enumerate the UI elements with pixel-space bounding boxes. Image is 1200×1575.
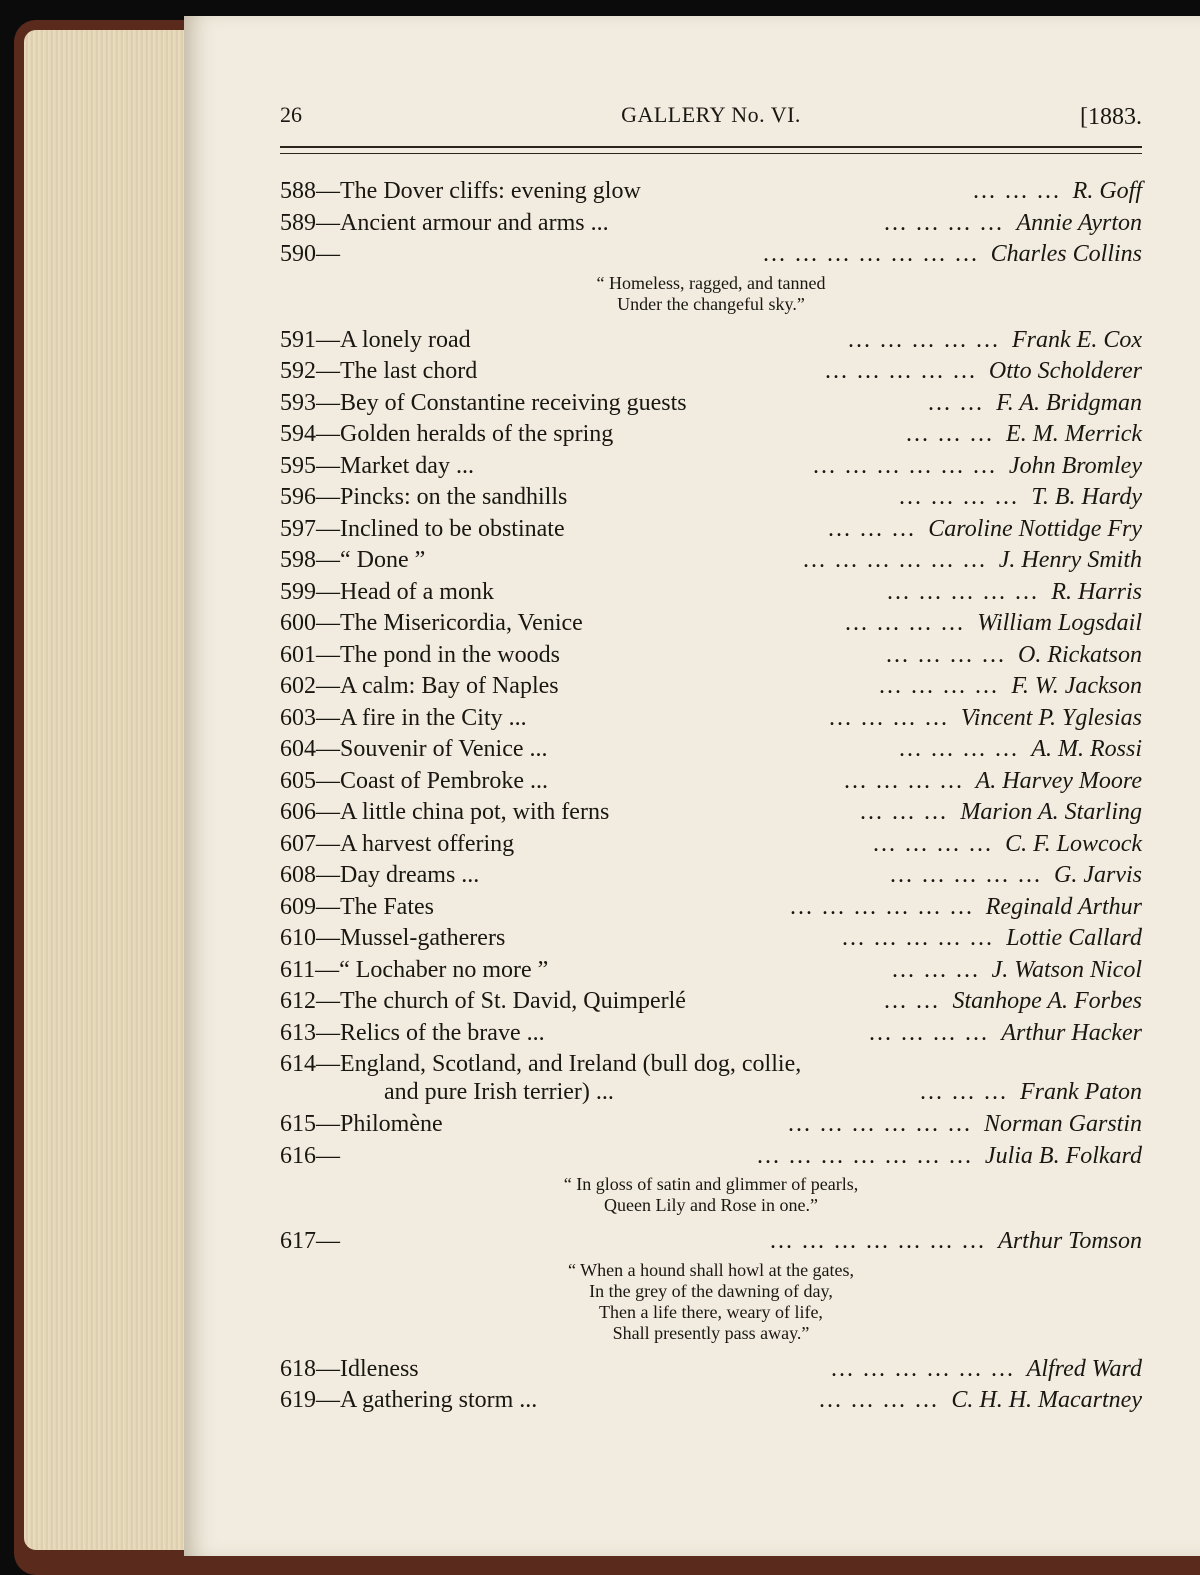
entry-title: 602—A calm: Bay of Naples	[280, 673, 559, 699]
entry-title: 597—Inclined to be obstinate	[280, 515, 565, 542]
leader-dots: ... ... ... ... ... ... ...	[763, 241, 979, 267]
catalogue-entry	[280, 955, 1142, 987]
leader-dots: ... ... ...	[973, 178, 1061, 204]
quotation-line: “ When a hound shall howl at the gates,	[567, 1259, 855, 1280]
leader-dots: ... ... ... ...	[884, 209, 1004, 236]
catalogue-entry	[280, 766, 1142, 798]
entry-artist: Frank Paton	[1020, 1079, 1142, 1105]
catalogue-entry	[280, 1354, 1142, 1386]
entry-artist: J. Watson Nicol	[991, 956, 1142, 983]
leader-dots: ... ... ...	[892, 956, 980, 983]
entry-title: 606—A little china pot, with ferns	[280, 799, 610, 825]
catalogue-entry	[280, 1385, 1142, 1417]
quotation-line: Shall presently pass away.”	[612, 1322, 810, 1343]
leader-dots: ... ... ... ... ...	[890, 862, 1042, 888]
entry-title: 609—The Fates	[280, 893, 434, 920]
leader-dots: ... ...	[884, 988, 940, 1014]
entry-title: 600—The Misericordia, Venice	[280, 610, 583, 636]
entry-title: 613—Relics of the brave ...	[280, 1019, 545, 1046]
leader-dots: ... ... ... ... ...	[848, 326, 1000, 353]
catalogue-entry	[280, 1141, 1142, 1173]
leader-dots: ... ... ...	[860, 799, 948, 825]
leader-dots: ... ... ...	[828, 515, 916, 542]
catalogue-entry	[280, 640, 1142, 672]
catalogue-entry	[280, 388, 1142, 420]
entry-title-continued: and pure Irish terrier) ...	[384, 1079, 614, 1105]
entry-quotation	[280, 1260, 1142, 1344]
leader-dots: ... ... ... ...	[844, 767, 964, 794]
entry-artist: Frank E. Cox	[1012, 326, 1142, 353]
entry-title: 594—Golden heralds of the spring	[280, 421, 614, 447]
leader-dots: ... ... ... ... ... ...	[813, 452, 997, 479]
entry-artist: A. Harvey Moore	[975, 767, 1142, 794]
leader-dots: ... ... ... ...	[899, 484, 1019, 510]
entry-artist: C. F. Lowcock	[1005, 830, 1142, 857]
entry-artist: John Bromley	[1008, 452, 1142, 479]
entry-artist: R. Goff	[1072, 178, 1142, 204]
entry-artist: Stanhope A. Forbes	[952, 988, 1142, 1014]
entry-title: 616—	[280, 1142, 340, 1169]
entry-title: 615—Philomène	[280, 1111, 443, 1137]
entry-title: 619—A gathering storm ...	[280, 1387, 538, 1413]
quotation-line: “ In gloss of satin and glimmer of pearls,	[563, 1174, 859, 1194]
catalogue-entry	[280, 608, 1142, 640]
quotation-line: In the grey of the dawning of day,	[589, 1280, 833, 1301]
leader-dots: ... ... ... ...	[819, 1387, 939, 1413]
entry-artist: Reginald Arthur	[985, 893, 1142, 920]
leader-dots: ... ... ... ... ... ...	[788, 1111, 972, 1137]
entry-artist: William Logsdail	[977, 610, 1142, 636]
leader-dots: ... ... ... ... ... ... ...	[757, 1142, 973, 1169]
entry-artist: T. B. Hardy	[1031, 484, 1142, 510]
quotation-line: Under the changeful sky.”	[617, 293, 805, 314]
catalogue-entry	[280, 734, 1142, 766]
running-header	[280, 102, 1142, 142]
entry-title: 590—	[280, 241, 340, 267]
leader-dots: ... ... ...	[920, 1079, 1008, 1105]
entry-title: 612—The church of St. David, Quimperlé	[280, 988, 686, 1014]
entry-artist: R. Harris	[1051, 578, 1142, 605]
entry-artist: G. Jarvis	[1054, 862, 1142, 888]
entry-title: 610—Mussel-gatherers	[280, 925, 506, 951]
entry-title: 589—Ancient armour and arms ...	[280, 209, 609, 236]
catalogue-entry	[280, 797, 1142, 829]
leader-dots: ... ... ... ...	[886, 641, 1006, 668]
catalogue-entry	[280, 482, 1142, 514]
entry-quotation	[280, 273, 1142, 315]
entry-quotation	[280, 1174, 1142, 1216]
entry-artist: Vincent P. Yglesias	[960, 704, 1142, 731]
entry-artist: Marion A. Starling	[960, 799, 1142, 825]
catalogue-list	[280, 176, 1142, 1417]
catalogue-entry	[280, 208, 1142, 240]
leader-dots: ... ... ... ... ...	[842, 925, 994, 951]
entry-title: 593—Bey of Constantine receiving guests	[280, 389, 687, 416]
entry-title: 608—Day dreams ...	[280, 862, 480, 888]
entry-artist: Charles Collins	[990, 241, 1142, 267]
entry-title: 617—	[280, 1228, 340, 1254]
entry-artist: Lottie Callard	[1006, 925, 1142, 951]
catalogue-entry	[280, 176, 1142, 208]
catalogue-entry	[280, 1109, 1142, 1141]
catalogue-entry	[280, 577, 1142, 609]
quotation-line: Then a life there, weary of life,	[599, 1301, 823, 1322]
catalogue-entry	[280, 356, 1142, 388]
leader-dots: ... ... ... ...	[899, 736, 1019, 762]
entry-title: 595—Market day ...	[280, 452, 474, 479]
catalogue-entry	[280, 829, 1142, 861]
catalogue-entry	[280, 451, 1142, 483]
page-number: 26	[280, 102, 302, 127]
entry-title: 598—“ Done ”	[280, 547, 426, 573]
entry-artist: C. H. H. Macartney	[951, 1387, 1142, 1413]
leader-dots: ... ... ...	[906, 421, 994, 447]
leader-dots: ... ... ... ...	[869, 1019, 989, 1046]
leader-dots: ... ... ... ...	[845, 610, 965, 636]
entry-title: 604—Souvenir of Venice ...	[280, 736, 548, 762]
entry-title: 601—The pond in the woods	[280, 641, 560, 668]
entry-artist: Otto Scholderer	[988, 358, 1142, 384]
leader-dots: ... ... ... ... ... ... ...	[770, 1228, 986, 1254]
entry-artist: A. M. Rossi	[1031, 736, 1142, 762]
quotation-line: Queen Lily and Rose in one.”	[604, 1195, 818, 1215]
entry-artist: Arthur Hacker	[1001, 1019, 1142, 1046]
entry-artist: Julia B. Folkard	[984, 1142, 1142, 1169]
entry-artist: Annie Ayrton	[1016, 209, 1142, 236]
header-rule	[280, 146, 1142, 154]
entry-artist: Arthur Tomson	[998, 1228, 1142, 1254]
entry-artist: Alfred Ward	[1026, 1355, 1142, 1382]
catalogue-entry	[280, 703, 1142, 735]
leader-dots: ... ... ... ... ... ...	[790, 893, 974, 920]
catalogue-entry	[280, 892, 1142, 924]
catalogue-entry	[280, 325, 1142, 357]
entry-artist: J. Henry Smith	[998, 547, 1142, 573]
entry-title: 618—Idleness	[280, 1355, 419, 1382]
catalogue-entry	[280, 923, 1142, 955]
entry-artist: O. Rickatson	[1018, 641, 1142, 668]
entry-title: 599—Head of a monk	[280, 578, 494, 605]
catalogue-entry	[280, 860, 1142, 892]
catalogue-entry	[280, 671, 1142, 703]
entry-artist: Norman Garstin	[983, 1111, 1142, 1137]
entry-artist: E. M. Merrick	[1006, 421, 1142, 447]
entry-title: 591—A lonely road	[280, 326, 471, 353]
entry-title: 605—Coast of Pembroke ...	[280, 767, 548, 794]
catalogue-entry	[280, 514, 1142, 546]
entry-title: 592—The last chord	[280, 358, 478, 384]
book-page	[184, 16, 1200, 1556]
catalogue-entry	[280, 239, 1142, 271]
leader-dots: ... ...	[928, 389, 984, 416]
entry-title: 611—“ Lochaber no more ”	[280, 956, 549, 983]
catalogue-entry	[280, 986, 1142, 1018]
leader-dots: ... ... ... ... ...	[825, 358, 977, 384]
catalogue-entry	[280, 1049, 1142, 1109]
page-content	[280, 16, 1142, 1556]
leader-dots: ... ... ... ... ... ...	[803, 547, 987, 573]
catalogue-entry	[280, 1226, 1142, 1258]
entry-artist: Caroline Nottidge Fry	[928, 515, 1142, 542]
entry-title: 607—A harvest offering	[280, 830, 515, 857]
catalogue-entry	[280, 419, 1142, 451]
gallery-title: GALLERY No. VI.	[621, 102, 801, 127]
entry-artist: F. A. Bridgman	[996, 389, 1142, 416]
leader-dots: ... ... ... ...	[829, 704, 949, 731]
leader-dots: ... ... ... ... ...	[887, 578, 1039, 605]
catalogue-entry	[280, 1018, 1142, 1050]
leader-dots: ... ... ... ...	[873, 830, 993, 857]
quotation-line: “ Homeless, ragged, and tanned	[596, 272, 826, 293]
leader-dots: ... ... ... ...	[879, 673, 999, 699]
entry-artist: F. W. Jackson	[1011, 673, 1142, 699]
catalogue-entry	[280, 545, 1142, 577]
entry-title: 596—Pincks: on the sandhills	[280, 484, 568, 510]
leader-dots: ... ... ... ... ... ...	[831, 1355, 1015, 1382]
entry-title: 588—The Dover cliffs: evening glow	[280, 178, 641, 204]
page-fore-edge	[24, 30, 184, 1550]
year-marker: [1883.	[1080, 104, 1142, 130]
entry-title: 614—England, Scotland, and Ireland (bull dog, collie,	[280, 1051, 802, 1077]
entry-title: 603—A fire in the City ...	[280, 704, 527, 731]
